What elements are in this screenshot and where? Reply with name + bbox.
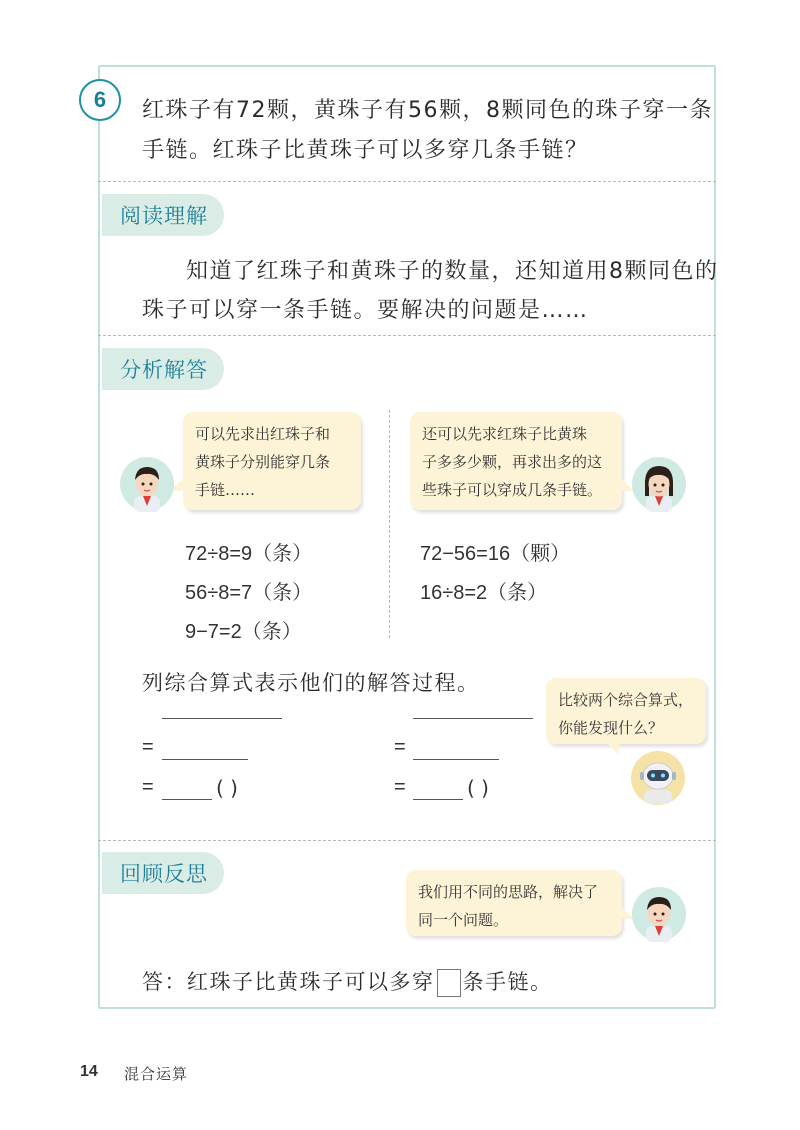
girl-avatar-icon [631, 456, 687, 512]
page-number: 14 [80, 1063, 98, 1080]
bubble-robot-line1: 比较两个综合算式， [558, 691, 694, 709]
paren-right[interactable]: ( ) [467, 776, 489, 800]
problem-number: 6 [93, 87, 107, 112]
blank-left-expr[interactable] [162, 718, 282, 719]
boy-avatar-review-icon [631, 886, 687, 942]
bubble-robot-tail [606, 742, 622, 756]
speech-bubble-robot [546, 678, 706, 744]
read-text-line2: 珠子可以穿一条手链。要解决的问题是…… [142, 298, 589, 323]
blank-left-step1[interactable] [162, 759, 248, 760]
divider-1 [98, 181, 716, 182]
chapter-title: 混合运算 [124, 1065, 189, 1083]
section-tab-read [102, 194, 224, 236]
answer-prefix: 答：红珠子比黄珠子可以多穿 [142, 970, 435, 994]
bubble-review-line2: 同一个问题。 [418, 911, 509, 929]
problem-text-line2: 手链。红珠子比黄珠子可以多穿几条手链？ [142, 138, 589, 163]
instruction-text: 列综合算式表示他们的解答过程。 [142, 671, 480, 695]
equals-left-1: = [142, 736, 154, 758]
blank-right-step1[interactable] [413, 759, 499, 760]
section-tab-analyze [102, 348, 224, 390]
bubble-robot-line2: 你能发现什么？ [558, 719, 664, 737]
problem-number-badge [79, 79, 121, 121]
right-step-1: 72−56=16（颗） [420, 543, 571, 565]
blank-left-result[interactable] [162, 799, 212, 800]
answer-line [142, 966, 553, 997]
section-tab-review [102, 852, 224, 894]
bubble-right-line2: 子多多少颗，再求出多的这 [422, 453, 603, 471]
vertical-divider [389, 410, 390, 638]
bubble-left-line2: 黄珠子分别能穿几条 [195, 453, 331, 471]
divider-3 [98, 840, 716, 841]
blank-right-result[interactable] [413, 799, 463, 800]
read-text-line1: 知道了红珠子和黄珠子的数量，还知道用8颗同色的 [186, 259, 719, 284]
speech-bubble-left [183, 412, 361, 510]
equals-right-2: = [394, 776, 406, 798]
speech-bubble-review [406, 870, 622, 936]
bubble-right-line3: 些珠子可以穿成几条手链。 [422, 481, 603, 499]
left-step-3: 9−7=2（条） [185, 621, 302, 643]
problem-text-line1: 红珠子有72颗，黄珠子有56颗，8颗同色的珠子穿一条 [142, 98, 713, 123]
left-step-2: 56÷8=7（条） [185, 582, 313, 604]
bubble-left-line1: 可以先求出红珠子和 [195, 425, 331, 443]
bubble-right-line1: 还可以先求红珠子比黄珠 [422, 425, 588, 443]
divider-2 [98, 335, 716, 336]
bubble-review-line1: 我们用不同的思路，解决了 [418, 883, 599, 901]
left-step-1: 72÷8=9（条） [185, 543, 313, 565]
section-title-read: 阅读理解 [120, 204, 208, 228]
blank-right-expr[interactable] [413, 718, 533, 719]
answer-suffix: 条手链。 [462, 970, 553, 994]
boy-avatar-icon [119, 456, 175, 512]
equals-left-2: = [142, 776, 154, 798]
answer-box[interactable] [437, 969, 461, 997]
robot-avatar-icon [630, 750, 686, 806]
bubble-left-line3: 手链…… [195, 481, 256, 499]
paren-left[interactable]: ( ) [216, 776, 238, 800]
speech-bubble-right [410, 412, 622, 510]
section-title-review: 回顾反思 [120, 862, 208, 886]
right-step-2: 16÷8=2（条） [420, 582, 548, 604]
section-title-analyze: 分析解答 [120, 358, 208, 382]
equals-right-1: = [394, 736, 406, 758]
